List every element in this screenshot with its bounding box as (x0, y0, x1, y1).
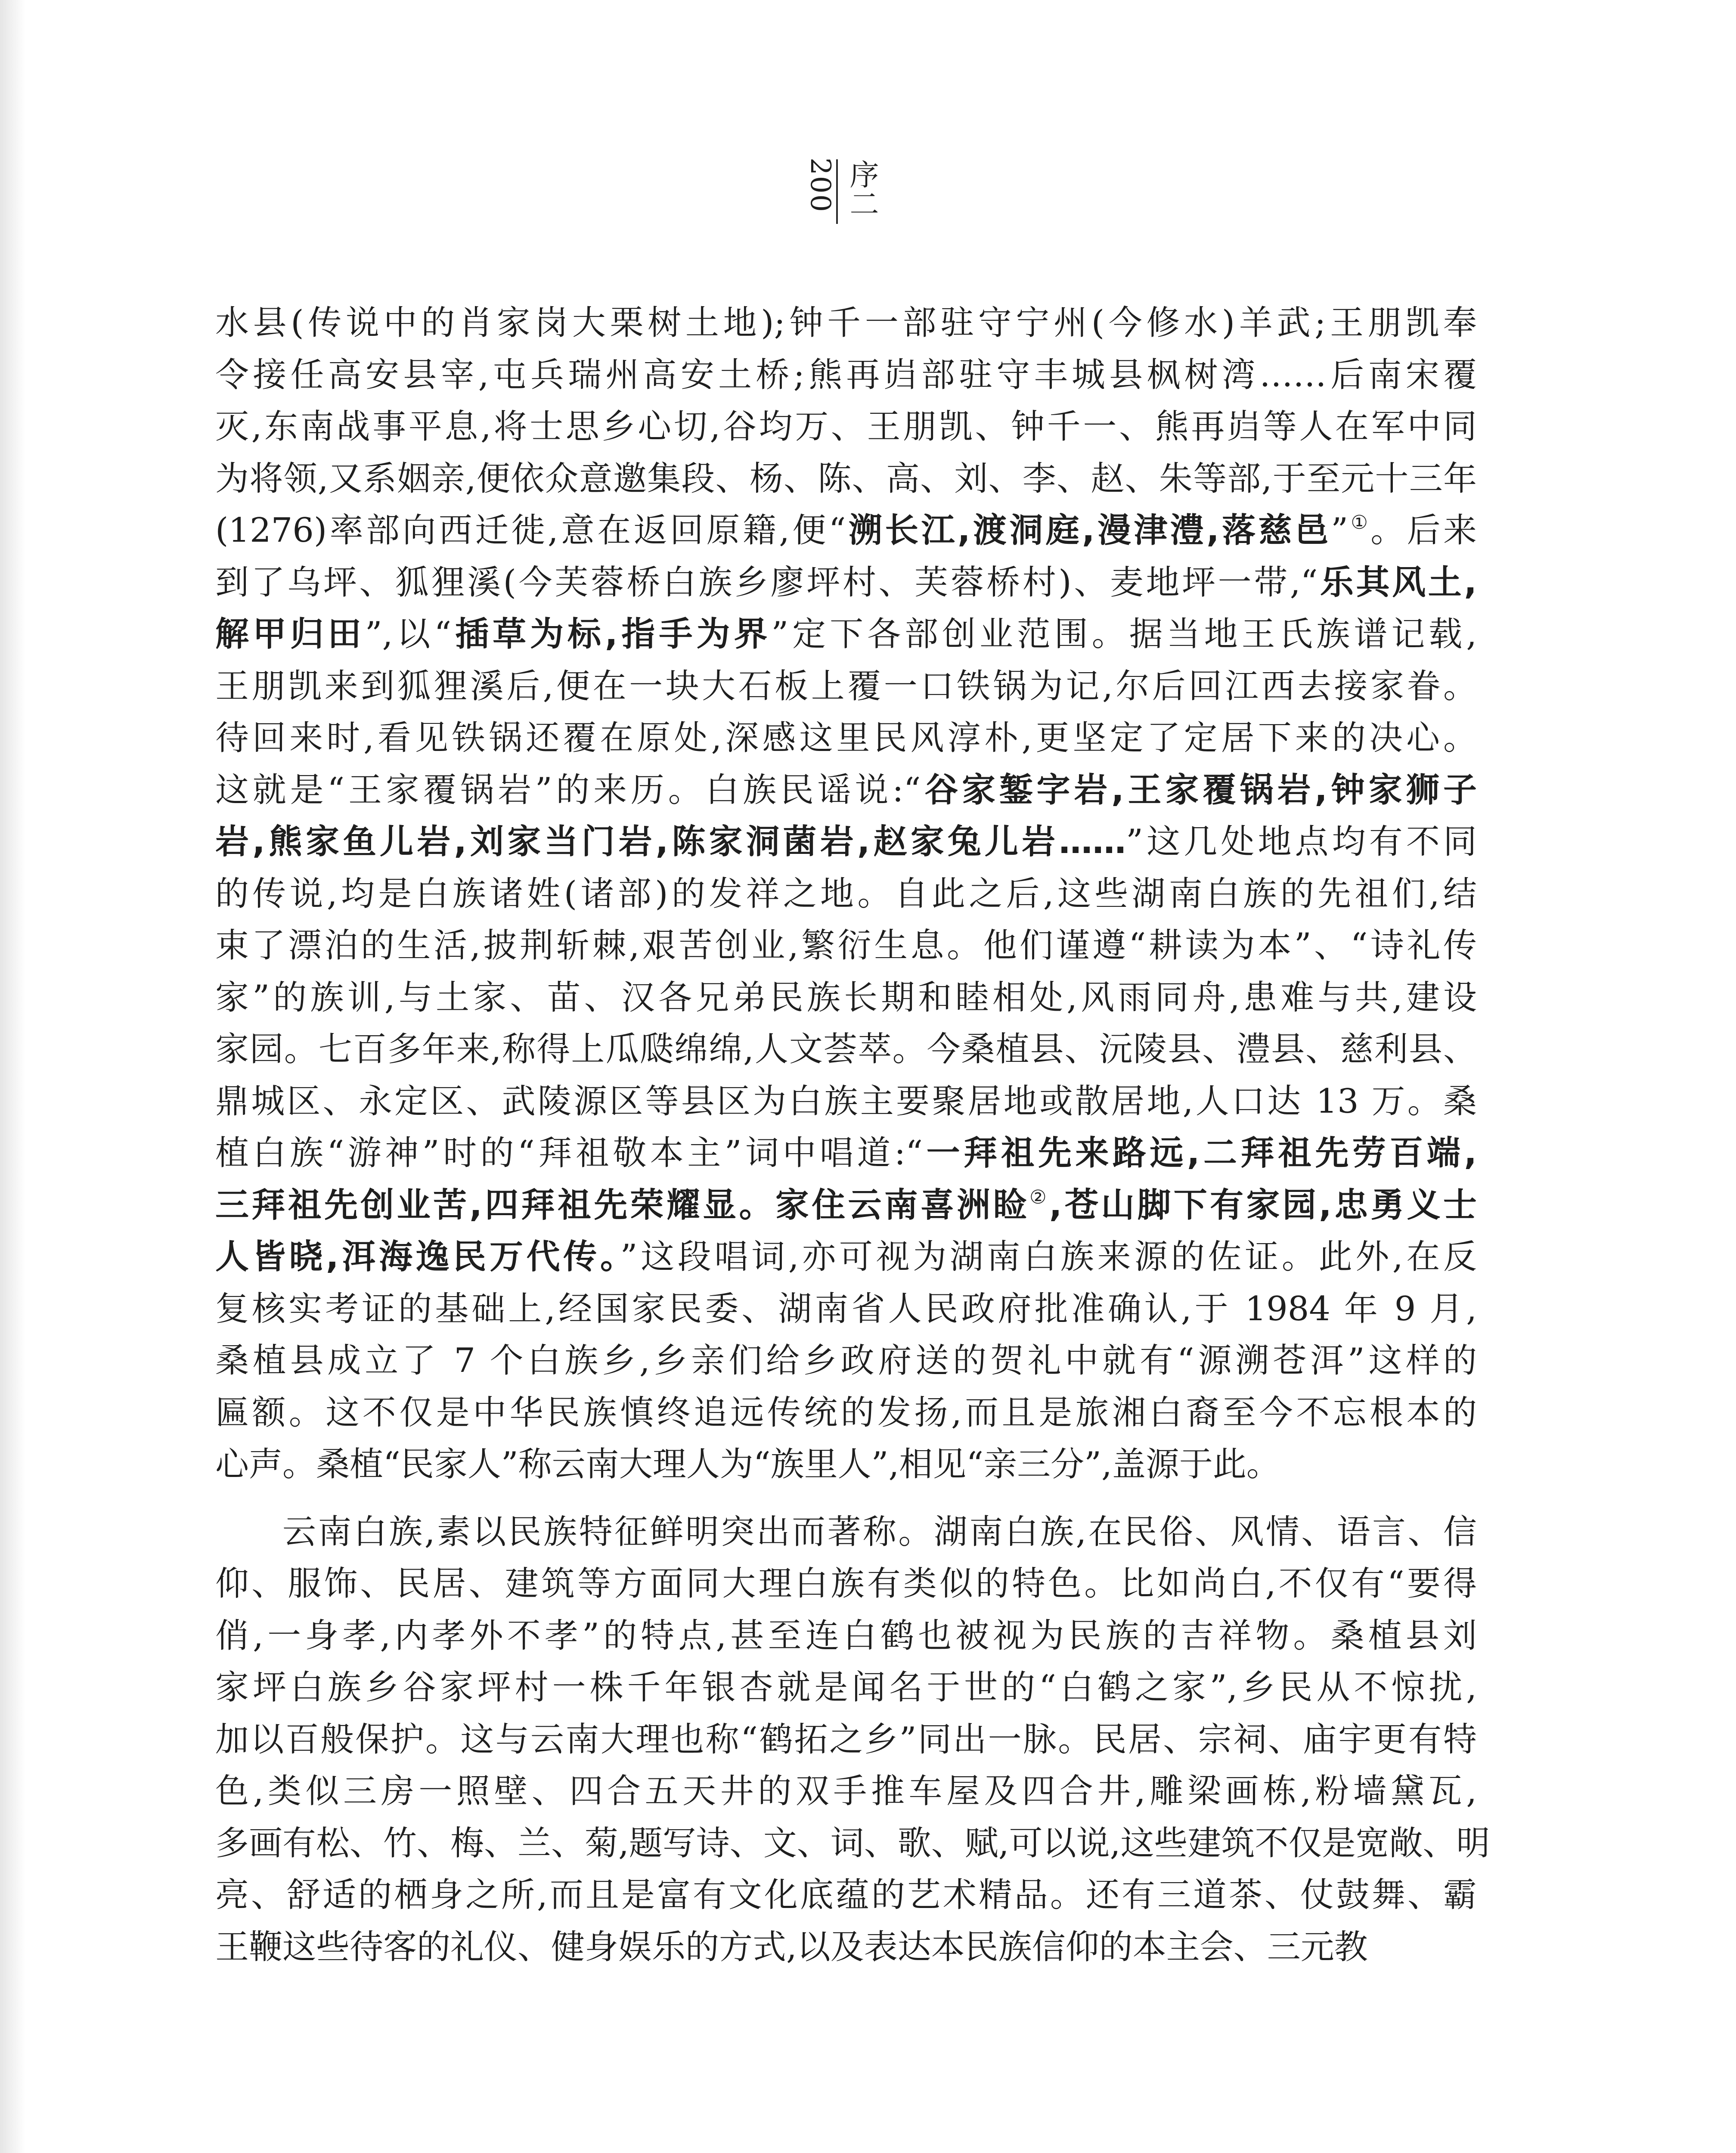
text-line (215, 712, 1477, 764)
text-run: 多画有松、竹、梅、兰、菊,题写诗、文、词、歌、赋,可以说,这些建筑不仅是宽敞、明 (215, 1824, 1490, 1863)
running-header (788, 159, 891, 233)
text-run: 桑植县成立了 7 个白族乡,乡亲们给乡政府送的贺礼中就有“源溯苍洱”这样的 (215, 1341, 1477, 1380)
text-line (215, 1387, 1477, 1439)
text-run: 云南白族,素以民族特征鲜明突出而著称。湖南白族,在民俗、风情、语言、信 (282, 1512, 1477, 1551)
text-line (215, 401, 1477, 453)
text-run: 王鞭这些待客的礼仪、健身娱乐的方式,以及表达本民族信仰的本主会、三元教 (215, 1927, 1368, 1967)
paragraph-1 (215, 297, 1477, 1491)
text-line (215, 1439, 1477, 1491)
body-text (215, 297, 1490, 1973)
section-title: 序二 (845, 159, 879, 218)
text-run: ”,以“ (365, 615, 452, 654)
bold-quote-run: 谷家錾字岩,王家覆锅岩,钟家狮子 (921, 770, 1477, 810)
text-run: 水县(传说中的肖家岗大栗树土地);钟千一部驻守宁州(今修水)羊武;王朋凯奉 (215, 304, 1477, 342)
text-run: 家园。七百多年来,称得上瓜瓞绵绵,人文荟萃。今桑植县、沅陵县、澧县、慈利县、 (215, 1030, 1477, 1069)
text-run: 令接任高安县宰,屯兵瑞州高安土桥;熊再岿部驻守丰城县枫树湾……后南宋覆 (215, 355, 1477, 394)
text-run: 植白族“游神”时的“拜祖敬本主”词中唱道:“ (215, 1134, 923, 1173)
text-line (215, 1179, 1477, 1232)
text-run: 匾额。这不仅是中华民族慎终追远传统的发扬,而且是旅湘白裔至今不忘根本的 (215, 1393, 1477, 1432)
text-line (215, 1818, 1490, 1870)
bold-quote-run: 一拜祖先来路远,二拜祖先劳百端, (923, 1134, 1477, 1173)
text-line (215, 608, 1477, 661)
footnote-marker: ② (1029, 1186, 1049, 1208)
text-line (215, 1558, 1477, 1610)
text-run: 为将领,又系姻亲,便依众意邀集段、杨、陈、高、刘、李、赵、朱等部,于至元十三年 (215, 459, 1477, 498)
bold-quote-run: 解甲归田 (215, 615, 365, 654)
text-run: ” (1331, 511, 1348, 550)
text-line (215, 1610, 1477, 1662)
text-line (215, 505, 1477, 557)
text-run: 家”的族训,与土家、苗、汉各兄弟民族长期和睦相处,风雨同舟,患难与共,建设 (215, 978, 1477, 1017)
text-run: 亮、舒适的栖身之所,而且是富有文化底蕴的艺术精品。还有三道茶、仗鼓舞、霸 (215, 1876, 1477, 1914)
bold-quote-run: ,苍山脚下有家园,忠勇义士 (1049, 1185, 1477, 1225)
text-line (215, 453, 1477, 505)
bold-quote-run: 插草为标,指手为界 (451, 615, 772, 654)
text-line (215, 1283, 1477, 1335)
text-run: 王朋凯来到狐狸溪后,便在一块大石板上覆一口铁锅为记,尔后回江西去接家眷。 (215, 667, 1477, 706)
text-line (215, 1506, 1477, 1558)
text-line (215, 557, 1477, 609)
text-line (215, 1714, 1477, 1766)
text-run: 家坪白族乡谷家坪村一株千年银杏就是闻名于世的“白鹤之家”,乡民从不惊扰, (215, 1668, 1477, 1707)
bold-quote-run: 溯长江,渡洞庭,漫津澧,落慈邑 (846, 511, 1331, 550)
text-run: ”这段唱词,亦可视为湖南白族来源的佐证。此外,在反 (620, 1238, 1477, 1276)
text-line (215, 816, 1477, 868)
page-edge-shadow (0, 0, 26, 2153)
text-line (215, 1765, 1477, 1818)
text-line (215, 1076, 1477, 1128)
text-line (215, 349, 1477, 401)
text-run: 待回来时,看见铁锅还覆在原处,深感这里民风淳朴,更坚定了定居下来的决心。 (215, 719, 1477, 757)
text-line (215, 1662, 1477, 1714)
text-run: 束了漂泊的生活,披荆斩棘,艰苦创业,繁衍生息。他们谨遵“耕读为本”、“诗礼传 (215, 926, 1477, 965)
text-run: 加以百般保护。这与云南大理也称“鹤拓之乡”同出一脉。民居、宗祠、庙宇更有特 (215, 1720, 1477, 1759)
paragraph-2 (215, 1506, 1490, 1973)
text-run: 这就是“王家覆锅岩”的来历。白族民谣说:“ (215, 770, 921, 810)
header-divider (836, 159, 838, 224)
bold-quote-run: 人皆晓,洱海逸民万代传。 (215, 1238, 620, 1276)
text-run: 复核实考证的基础上,经国家民委、湖南省人民政府批准确认,于 1984 年 9 月, (215, 1289, 1477, 1328)
text-run: 仰、服饰、民居、建筑等方面同大理白族有类似的特色。比如尚白,不仅有“要得 (215, 1564, 1477, 1603)
bold-quote-run: 岩,熊家鱼儿岩,刘家当门岩,陈家洞菌岩,赵家兔儿岩…… (215, 822, 1126, 861)
text-line (215, 297, 1477, 349)
bold-quote-run: 三拜祖先创业苦,四拜祖先荣耀显。家住云南喜洲睑 (215, 1185, 1030, 1225)
text-line (215, 1127, 1477, 1179)
text-line (215, 1335, 1477, 1387)
text-line (215, 1024, 1477, 1076)
text-run: ”这几处地点均有不同 (1126, 822, 1477, 861)
text-line (215, 1869, 1477, 1921)
text-run: 灭,东南战事平息,将士思乡心切,谷均万、王朋凯、钟千一、熊再岿等人在军中同 (215, 407, 1477, 446)
text-run: 的传说,均是白族诸姓(诸部)的发祥之地。自此之后,这些湖南白族的先祖们,结 (215, 874, 1477, 913)
text-line (215, 764, 1477, 816)
text-line (215, 1921, 1477, 1973)
text-line (215, 1231, 1477, 1283)
footnote-marker: ① (1348, 512, 1371, 534)
text-line (215, 972, 1477, 1024)
text-run: 心声。桑植“民家人”称云南大理人为“族里人”,相见“亲三分”,盖源于此。 (215, 1445, 1280, 1484)
text-line (215, 920, 1477, 972)
text-run: 俏,一身孝,内孝外不孝”的特点,甚至连白鹤也被视为民族的吉祥物。桑植县刘 (215, 1616, 1477, 1655)
text-line (215, 661, 1477, 713)
text-run: 。后来 (1370, 511, 1477, 550)
text-run: 色,类似三房一照壁、四合五天井的双手推车屋及四合井,雕梁画栋,粉墙黛瓦, (215, 1772, 1477, 1811)
text-run: ”定下各部创业范围。据当地王氏族谱记载, (771, 615, 1477, 654)
page-number: 200 (804, 157, 836, 213)
text-line (215, 868, 1477, 920)
text-run: 鼎城区、永定区、武陵源区等县区为白族主要聚居地或散居地,人口达 13 万。桑 (215, 1082, 1477, 1121)
text-run: (1276)率部向西迁徙,意在返回原籍,便“ (215, 511, 846, 550)
text-run: 到了乌坪、狐狸溪(今芙蓉桥白族乡廖坪村、芙蓉桥村)、麦地坪一带,“ (215, 563, 1318, 602)
bold-quote-run: 乐其风土, (1318, 563, 1477, 602)
